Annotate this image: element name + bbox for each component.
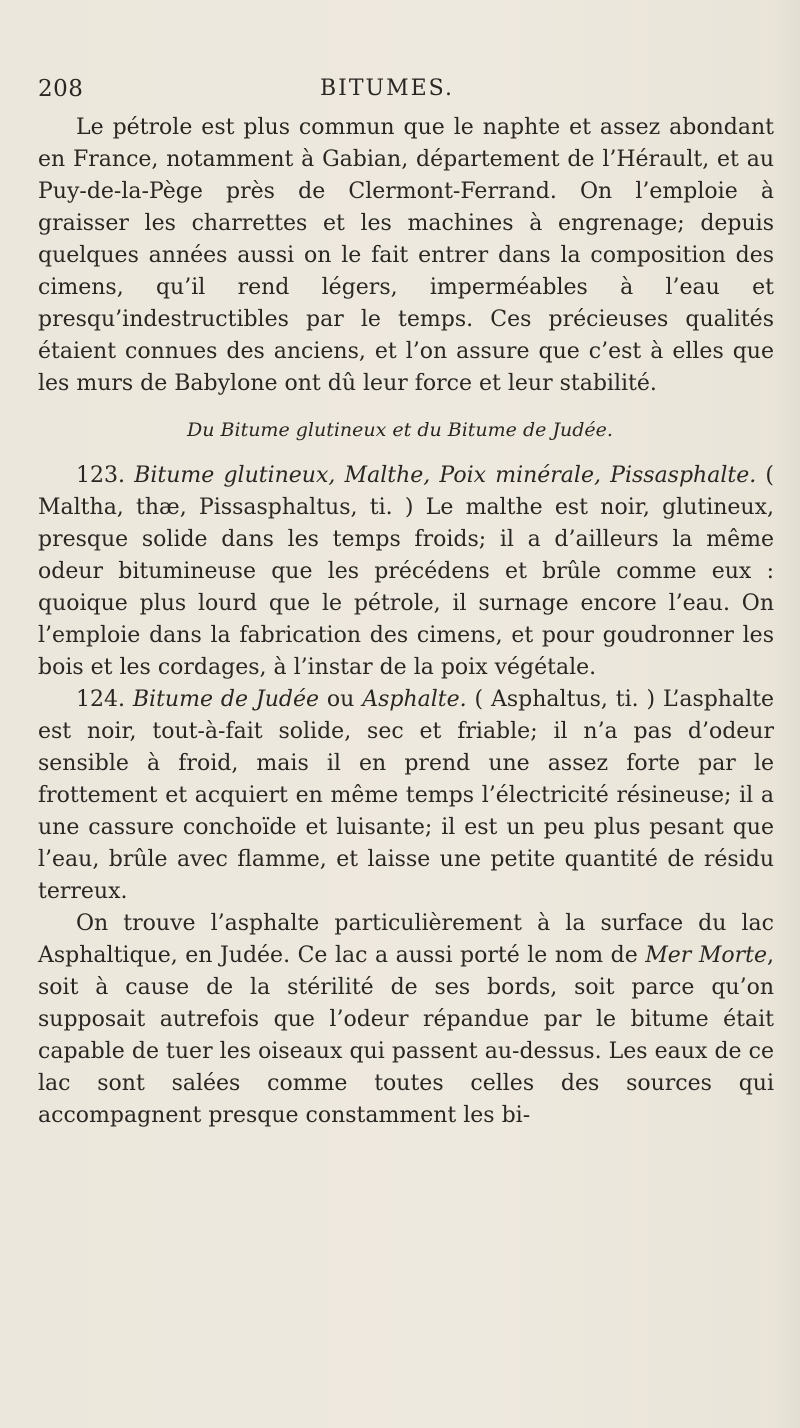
running-head: BITUMES. bbox=[320, 76, 454, 101]
paragraph-lac-asphaltique bbox=[38, 908, 774, 1132]
paragraph-last-italic: Mer Morte bbox=[645, 943, 767, 968]
article-title-124-b: Asphalte. bbox=[362, 687, 467, 712]
article-body-124: ( Asphaltus, ti. ) L’asphalte est noir, tout-à-fait solide, sec et friable; il n’a pas d’odeur sensible à froid, mais il en prend une assez forte par le frottement et acquiert en même temps l’électricité résineuse; il a une cassure conchoïde et luisante; il est un peu plus pesant que l’eau, brûle avec flamme, et laisse une petite quantité de résidu terreux. bbox=[38, 687, 774, 904]
article-number-123: 123. bbox=[76, 463, 125, 488]
article-title-124-or: ou bbox=[318, 687, 363, 712]
article-title-124-a: Bitume de Judée bbox=[132, 687, 319, 712]
page-header bbox=[38, 76, 764, 110]
article-body-123: ( Maltha, thæ, Pissasphaltus, ti. ) Le malthe est noir, glutineux, presque solide dans les temps froids; il a d’ailleurs la même odeur bitumineuse que les précédens et brûle comme eux : quoique plus lourd que le pétrole, il surnage encore l’eau. On l’emploie dans la fabrication des cimens, et pour goudronner les bois et les cordages, à l’instar de la poix végétale. bbox=[38, 463, 774, 680]
paragraph-123 bbox=[38, 460, 774, 684]
page-edge-shadow bbox=[774, 0, 800, 1428]
paragraph-petrole: Le pétrole est plus commun que le naphte et assez abondant en France, notamment à Gabian, département de l’Hérault, et au Puy-de-la-Pège près de Clermont-Ferrand. On l’emploie à graisser les charrettes et les machines à engrenage; depuis quelques années aussi on le fait entrer dans la composition des cimens, qu’il rend légers, imperméables à l’eau et presqu’indestructibles par le temps. Ces précieuses qualités étaient connues des anciens, et l’on assure que c’est à elles que les murs de Babylone ont dû leur force et leur stabilité. bbox=[38, 115, 774, 396]
section-title: Du Bitume glutineux et du Bitume de Judée. bbox=[187, 419, 613, 441]
article-title-123: Bitume glutineux, Malthe, Poix minérale, Pissasphalte. bbox=[134, 463, 757, 488]
paragraph-last-after: , soit à cause de la stérilité de ses bords, soit parce qu’on supposait autrefois que l’odeur répandue par le bitume était capable de tuer les oiseaux qui passent au-dessus. Les eaux de ce lac sont salées comme toutes celles des sources qui accompagnent presque constamment les bi- bbox=[38, 943, 774, 1128]
paragraph-last-before: On trouve l’asphalte particulièrement à la surface du lac Asphaltique, en Judée. Ce lac a aussi porté le nom de bbox=[38, 911, 774, 968]
paragraph-124 bbox=[38, 684, 774, 908]
body-text bbox=[38, 112, 774, 1132]
page-number: 208 bbox=[38, 76, 84, 102]
article-number-124: 124. bbox=[76, 687, 125, 712]
